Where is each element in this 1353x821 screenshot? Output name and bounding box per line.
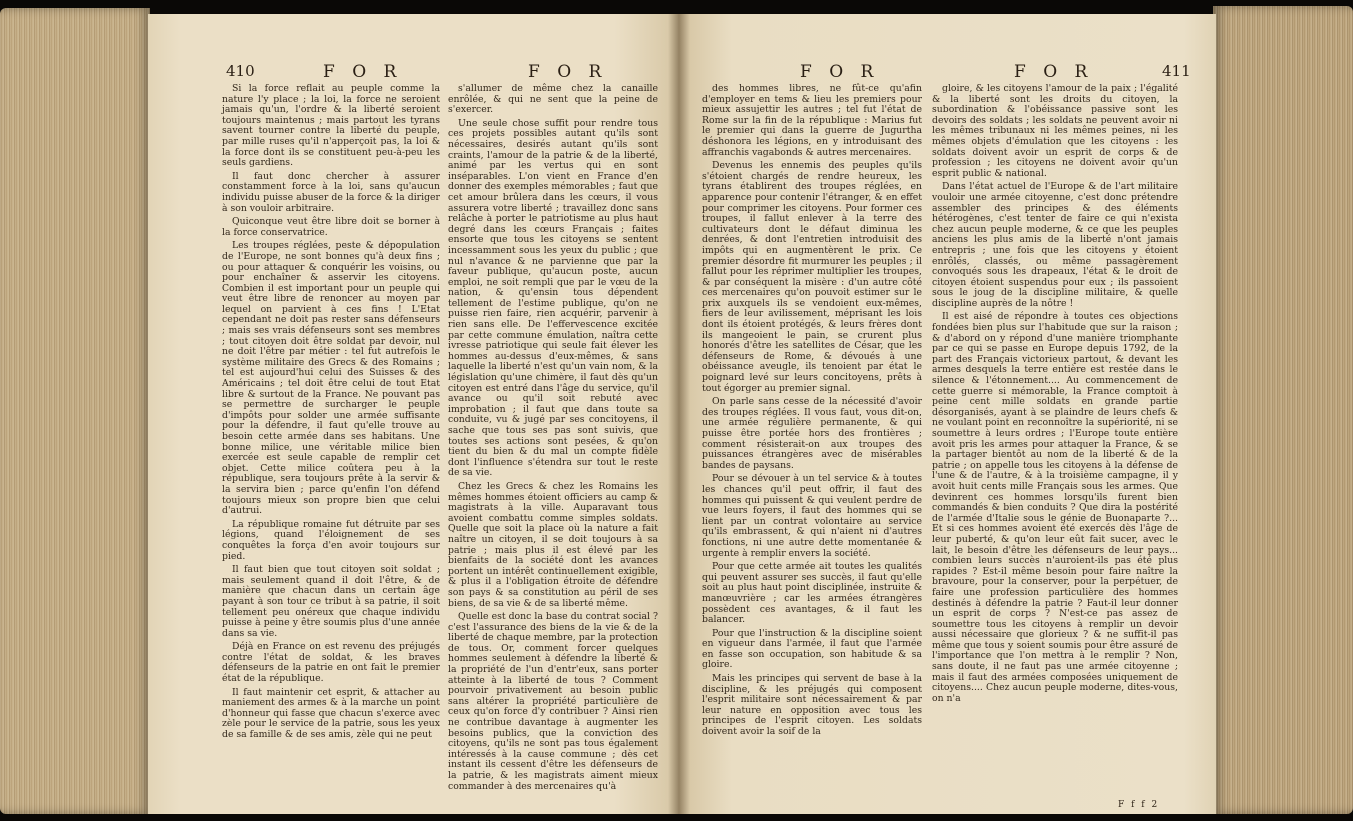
paragraph: Il faut donc chercher à assurer constamment force à la loi, sans qu'aucun individu puisse abuser de la force & la diriger à son vouloir arbitraire. <box>222 170 440 214</box>
running-head: F O R <box>1014 62 1094 82</box>
paragraph: Il faut bien que tout citoyen soit soldat ; mais seulement quand il doit l'être, & de manière que chacun dans un certain âge payant à son tour ce tribut à sa patrie, il soit tellement peu onéreux que chaque individu puisse à peine y être soumis plus d'une année dans sa vie. <box>222 564 440 639</box>
paragraph: Déjà en France on est revenu des préjugés contre l'état de soldat, & les braves défenseurs de la patrie en ont fait le premier état de la république. <box>222 641 440 685</box>
paragraph: Quiconque veut être libre doit se borner à la force conservatrice. <box>222 216 440 238</box>
left-page <box>148 14 678 814</box>
page-number: 411 <box>1162 62 1191 80</box>
running-head: F O R <box>528 62 608 82</box>
paragraph: La république romaine fut détruite par ses légions, quand l'éloignement de ses conquêtes la força d'en avoir toujours sur pied. <box>222 518 440 562</box>
paragraph: On parle sans cesse de la nécessité d'avoir des troupes réglées. Il vous faut, vous dit-on, une armée régulière permanente, & qui puisse être portée hors des frontières ; comment résisterait-on aux troupes des puissances étrangères avec de misérables bandes de paysans. <box>702 396 922 471</box>
book-gutter <box>668 14 690 814</box>
paragraph: Il est aisé de répondre à toutes ces objections fondées bien plus sur l'habitude que sur la raison ; & d'abord on y répond d'une manière triomphante par ce qui se passe en Europe depuis 1792, de la part des Français victorieux partout, & devant les armes desquels la terre entière est restée dans le silence & l'étonnement.... Au commencement de cette guerre si mémorable, la France comptoit à peine cent mille soldats en grande partie désorganisés, ayant à se plaindre de leurs chefs & ne voulant point en reconnoître la supériorité, ni se soumettre à leurs ordres ; l'Europe toute entière avoit pris les armes pour attaquer la France, & se la partager bientôt au nom de la liberté & de la patrie ; on appelle tous les citoyens à la défense de l'une & de l'autre, & à la troisième campagne, il y avoit huit cents mille Français sous les armes. Que devinrent ces hommes lorsqu'ils furent bien commandés & bien conduits ? Que dira la postérité de l'armée d'Italie sous le génie de Buonaparte ?... Et si ces hommes avoient été exercés dès l'âge de leur puberté, & qu'on leur eût fait sucer, avec le lait, le besoin d'être les défenseurs de leur pays... combien leurs succès n'auroient-ils pas été plus rapides ? Est-il même besoin pour faire naître la bravoure, pour la conserver, pour la perpétuer, de faire une profession particulière des hommes destinés à défendre la patrie ? Faut-il leur donner un esprit de corps ? N'est-ce pas assez de soumettre tous les citoyens à remplir un devoir aussi nécessaire que glorieux ? & ne suffit-il pas même que tous y soient soumis pour être assuré de l'importance que l'on mettra à le remplir ? Non, sans doute, il ne faut pas une armée citoyenne ; mais il faut des armées composées uniquement de citoyens.... Chez aucun peuple moderne, dites-vous, on n'a <box>932 311 1178 704</box>
paragraph: Pour que cette armée ait toutes les qualités qui peuvent assurer ses succès, il faut qu'elle soit au plus haut point disciplinée, instruite & manœuvrière ; car les armées étrangères possèdent ces avantages, & il faut les balancer. <box>702 561 922 626</box>
right-page <box>678 14 1216 814</box>
paragraph: Mais les principes qui servent de base à la discipline, & les préjugés qui composent l'esprit militaire sont nécessairement & par leur nature en opposition avec tous les principes de l'esprit citoyen. Les soldats doivent avoir la soif de la <box>702 673 922 738</box>
paragraph: Devenus les ennemis des peuples qu'ils s'étoient chargés de rendre heureux, les tyrans établirent des troupes réglées, en apparence pour contenir l'étranger, & en effet pour comprimer les citoyens. Pour former ces troupes, il fallut enlever à la terre des cultivateurs dont le défaut diminua les denrées, & dont l'entretien introduisit des impôts qui en augmentèrent le prix. Ce premier désordre fit murmurer les peuples ; il fallut pour les réprimer multiplier les troupes, & par conséquent la misère : d'un autre côté ces mercenaires qu'on pouvoit estimer sur le prix auxquels ils se vendoient eux-mêmes, fiers de leur avilissement, méprisant les lois dont ils étoient protégés, & leurs frères dont ils mangeoient le pain, se crurent plus honorés d'être les satellites de César, que les défenseurs de Rome, & dévoués à une obéissance aveugle, ils tenoient par état le poignard levé sur leurs concitoyens, prêts à tout égorger au premier signal. <box>702 160 922 394</box>
paragraph: gloire, & les citoyens l'amour de la paix ; l'égalité & la liberté sont les droits du citoyen, la subordination & l'obéissance passive sont les devoirs des soldats ; les soldats ne peuvent avoir ni les mêmes tribunaux ni les mêmes peines, ni les mêmes objets d'émulation que les citoyens : les soldats doivent avoir un esprit de corps & de profession ; les citoyens ne doivent avoir qu'un esprit public & national. <box>932 83 1178 179</box>
paragraph: Pour se dévouer à un tel service & à toutes les chances qu'il peut offrir, il faut des hommes qui puissent & qui veulent perdre de vue leurs foyers, il faut des hommes qui se lient par un contrat volontaire au service qu'ils embrassent, & qui n'aient ni d'autres fonctions, ni une autre dette momentanée & urgente à remplir envers la société. <box>702 473 922 559</box>
paragraph: Dans l'état actuel de l'Europe & de l'art militaire vouloir une armée citoyenne, c'est donc prétendre assembler des principes & des éléments hétérogènes, c'est tenter de faire ce qui n'exista chez aucun peuple moderne, & ce que les peuples anciens les plus amis de la liberté n'ont jamais entrepris ; une fois que les citoyens y étoient enrôlés, classés, ou même passagèrement convoqués sous les drapeaux, l'état & le droit de citoyen étoient suspendus pour eux ; ils passoient sous le joug de la discipline militaire, & quelle discipline auprès de la nôtre ! <box>932 181 1178 309</box>
paragraph: Si la force reflait au peuple comme la nature l'y place ; la loi, la force ne seroient jamais qu'un, l'ordre & la liberté seroient toujours maintenus ; mais partout les tyrans savent tourner contre la liberté du peuple, par mille ruses qu'il n'apperçoit pas, la loi & la force dont ils se constituent peu-à-peu les seuls gardiens. <box>222 83 440 169</box>
text-column-right <box>932 84 1178 707</box>
paragraph: des hommes libres, ne fût-ce qu'afin d'employer en tems & lieu les premiers pour mieux assujettir les autres ; tel fut l'état de Rome sur la fin de la république : Marius fut le premier qui dans la guerre de Jugurtha déshonora les légions, en y introduisant des affranchis vagabonds & autres mercenaires. <box>702 83 922 158</box>
right-page-edges <box>1213 6 1353 814</box>
running-head: F O R <box>800 62 880 82</box>
paragraph: Il faut maintenir cet esprit, & attacher au maniement des armes & à la marche un point d'honneur qui fasse que chacun s'exerce avec zèle pour le service de la patrie, sous les yeux de sa famille & de ses amis, zèle qui ne peut <box>222 686 440 741</box>
paragraph: Une seule chose suffit pour rendre tous ces projets possibles autant qu'ils sont nécessaires, desirés autant qu'ils sont craints, l'amour de la patrie & de la liberté, animé par les vertus qui en sont inséparables. L'on vient en France d'en donner des exemples mémorables ; faut que cet amour brûlera dans les cœurs, il vous assurera votre liberté ; travaillez donc sans relâche à porter le patriotisme au plus haut degré dans les cœurs Français ; faites ensorte que tous les citoyens se sentent incessamment sous les yeux du public ; que nul n'avance & ne parvienne que par la faveur publique, qu'aucun poste, aucun emploi, ne soit rempli que par le vœu de la nation, & qu'ensin tous dépendent tellement de l'estime publique, qu'on ne puisse rien faire, rien acquérir, parvenir à rien sans elle. De l'effervescence excitée par cette commune émulation, naîtra cette ivresse patriotique qui seule fait élever les hommes au-dessus d'eux-mêmes, & sans laquelle la liberté n'est qu'un vain nom, & la législation qu'une chimère, il faut dès qu'un citoyen est entré dans l'âge du service, qu'il avance ou qu'il soit rebuté avec improbation ; il faut que dans toute sa conduite, vu & jugé par ses concitoyens, il sache que tous ses pas sont suivis, que toutes ses actions sont pesées, & qu'on tient du bien & du mal un compte fidèle dont l'influence s'étendra sur tout le reste de sa vie. <box>448 117 658 479</box>
text-column-right <box>448 84 658 795</box>
paragraph: Chez les Grecs & chez les Romains les mêmes hommes étoient officiers au camp & magistrats à la ville. Auparavant tous avoient combattu comme simples soldats. Quelle que soit la place où la nature a fait naître un citoyen, il se doit toujours à sa patrie ; mais plus il est élevé par les bienfaits de la société dont les avances portent un intérêt continuellement exigible, & plus il a l'obligation étroite de défendre son pays & sa constitution au péril de ses biens, de sa vie & de sa liberté même. <box>448 480 658 609</box>
page-number: 410 <box>226 62 255 80</box>
paragraph: Pour que l'instruction & la discipline soient en vigueur dans l'armée, il faut que l'armée en fasse son occupation, son habitude & sa gloire. <box>702 627 922 671</box>
paragraph: Quelle est donc la base du contrat social ? c'est l'assurance des biens de la vie & de la liberté de chaque membre, par la protection de tous. Or, comment forcer quelques hommes seulement à défendre la liberté & la propriété de l'un d'entr'eux, sans porter atteinte à la liberté de tous ? Comment pourvoir privativement au besoin public sans altérer la propriété particulière de ceux qu'on force d'y contribuer ? Ainsi rien ne contribue davantage à augmenter les besoins publics, que la conviction des citoyens, qu'ils ne sont pas tous également intéressés à la cause commune ; dès cet instant ils cessent d'être les défenseurs de la patrie, & les magistrats aiment mieux commander à des mercenaires qu'à <box>448 611 658 792</box>
running-head: F O R <box>323 62 403 82</box>
text-column-left <box>702 84 922 741</box>
signature-mark: F f f 2 <box>1118 800 1160 810</box>
paragraph: s'allumer de même chez la canaille enrôlée, & qui ne sent que la peine de s'exercer. <box>448 83 658 116</box>
paragraph: Les troupes réglées, peste & dépopulation de l'Europe, ne sont bonnes qu'à deux fins ; ou pour attaquer & conquérir les voisins, ou pour enchaîner & asservir les citoyens. Combien il est important pour un peuple qui veut être libre de renoncer au moyen par lequel on parvient à ces fins ! L'Etat cependant ne doit pas rester sans défenseurs ; mais ses vrais défenseurs sont ses membres ; tout citoyen doit être soldat par devoir, nul ne doit l'être par métier : tel fut autrefois le système militaire des Grecs & des Romains ; tel est aujourd'hui celui des Suisses & des Américains ; tel doit être celui de tout Etat libre & surtout de la France. Ne pouvant pas se permettre de surcharger le peuple d'impôts pour solder une armée suffisante pour la défendre, il faut qu'elle trouve au besoin cette armée dans ses habitans. Une bonne milice, une véritable milice bien exercée est seule capable de remplir cet objet. Cette milice coûtera peu à la république, sera toujours prête à la servir & la servira bien ; parce qu'enfin l'on défend toujours mieux son propre bien que celui d'autrui. <box>222 240 440 517</box>
left-page-edges <box>0 8 150 814</box>
text-column-left <box>222 84 440 744</box>
